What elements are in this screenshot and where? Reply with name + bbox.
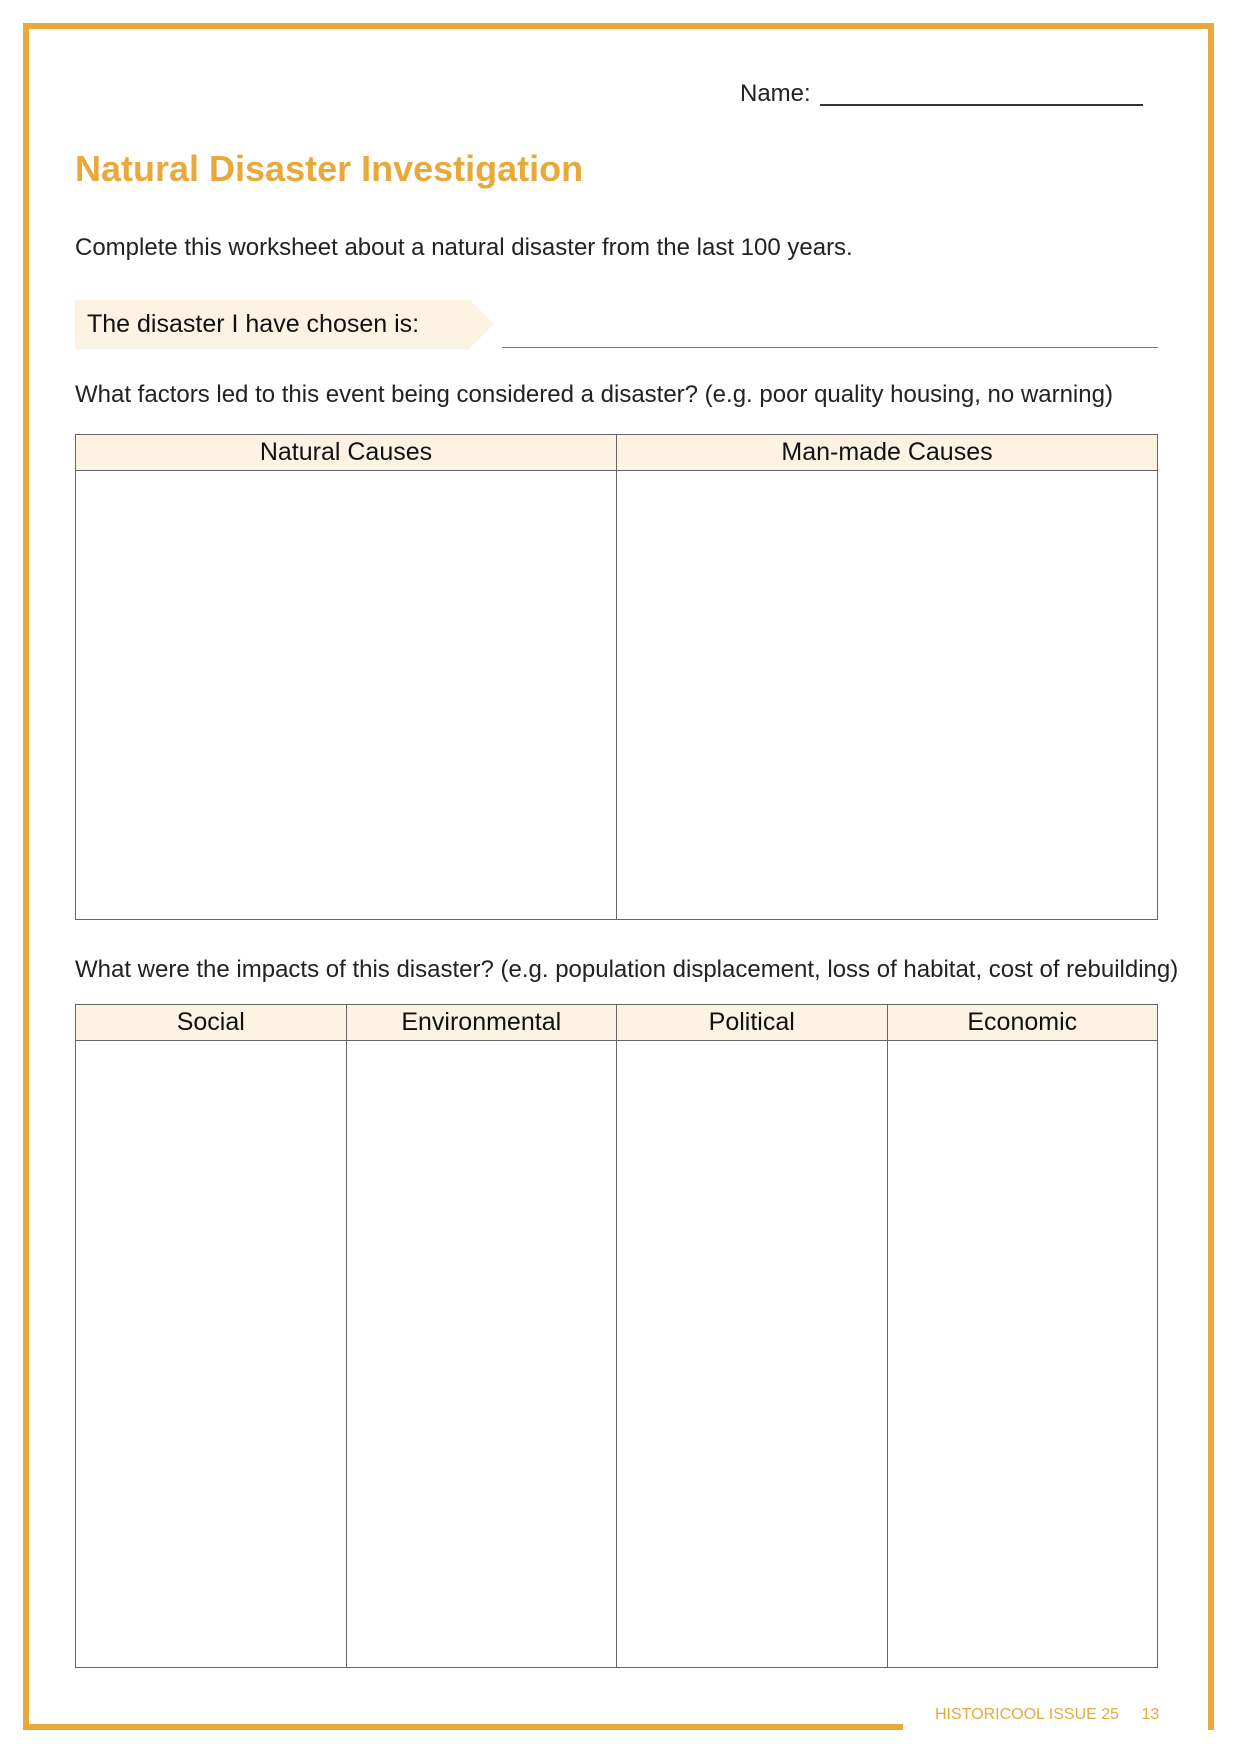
- social-impacts-cell[interactable]: [76, 1041, 347, 1668]
- chosen-disaster-tag: [75, 300, 495, 349]
- political-impacts-cell[interactable]: [617, 1041, 888, 1668]
- page-footer: [935, 1706, 1159, 1724]
- impacts-header-economic: Economic: [887, 1005, 1158, 1041]
- causes-header-natural: Natural Causes: [76, 435, 617, 471]
- impacts-header-political: Political: [617, 1005, 888, 1041]
- natural-causes-cell[interactable]: [76, 471, 617, 920]
- name-field[interactable]: [820, 104, 1143, 106]
- question-impacts: What were the impacts of this disaster? (e.g. population displacement, loss of habitat, cost of rebuilding): [75, 956, 1179, 983]
- impacts-header-social: Social: [76, 1005, 347, 1041]
- page-frame-left: [23, 23, 29, 1730]
- causes-table: [75, 434, 1158, 920]
- page-frame-right: [1208, 23, 1214, 1730]
- name-row: [740, 78, 1160, 118]
- page-number: 13: [1141, 1706, 1160, 1723]
- chosen-tag-arrow: [470, 300, 494, 348]
- page-title: Natural Disaster Investigation: [75, 148, 584, 189]
- impacts-header-environmental: Environmental: [346, 1005, 617, 1041]
- causes-header-man-made: Man-made Causes: [617, 435, 1158, 471]
- publication-name: HISTORICOOL ISSUE 25: [935, 1706, 1120, 1723]
- man-made-causes-cell[interactable]: [617, 471, 1158, 920]
- question-causes: What factors led to this event being considered a disaster? (e.g. poor quality housing, no warning): [75, 381, 1113, 408]
- page-frame-bottom: [23, 1724, 903, 1730]
- name-label: Name:: [740, 80, 811, 107]
- intro-text: Complete this worksheet about a natural disaster from the last 100 years.: [75, 234, 853, 261]
- page-frame-top: [23, 23, 1214, 29]
- chosen-disaster-label: The disaster I have chosen is:: [87, 310, 420, 338]
- impacts-table: [75, 1004, 1158, 1668]
- economic-impacts-cell[interactable]: [887, 1041, 1158, 1668]
- environmental-impacts-cell[interactable]: [346, 1041, 617, 1668]
- chosen-disaster-field[interactable]: [502, 347, 1158, 348]
